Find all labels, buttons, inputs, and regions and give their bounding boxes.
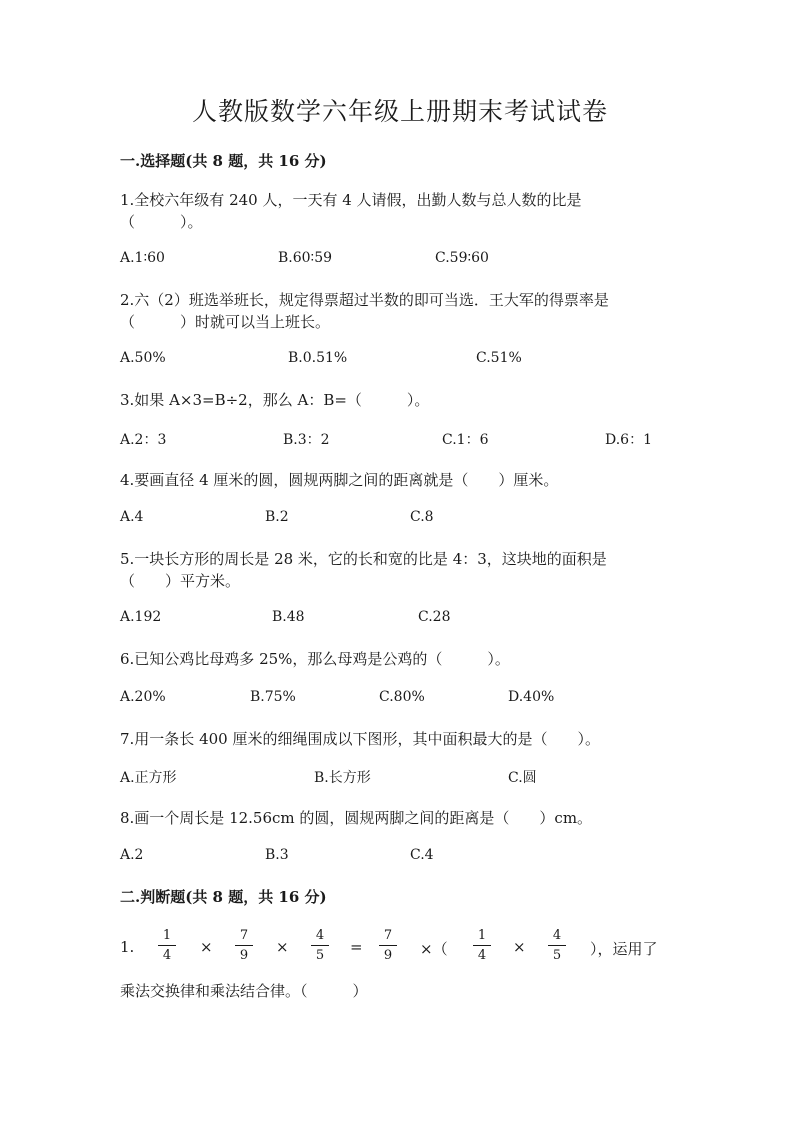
fraction-denominator: 4 [162, 948, 172, 963]
question-5-line-2: （ ）平方米。 [120, 572, 241, 590]
question-1-line-2: （ ）。 [120, 213, 203, 231]
question-1-line-1: 1.全校六年级有 240 人，一天有 4 人请假，出勤人数与总人数的比是 [120, 191, 582, 209]
question-3-option-a[interactable]: A.2：3 [120, 432, 167, 448]
section-heading-judge: 二.判断题(共 8 题，共 16 分) [120, 888, 327, 906]
question-8-line-1: 8.画一个周长是 12.56cm 的圆，圆规两脚之间的距离是（ ）cm。 [120, 809, 593, 827]
equals-sign: = [350, 938, 363, 956]
question-1-option-c[interactable]: C.59∶60 [435, 250, 489, 266]
question-6-option-c[interactable]: C.80% [379, 689, 425, 705]
question-3-line-1: 3.如果 A×3=B÷2，那么 A：B=（ ）。 [120, 391, 430, 409]
multiply-open-paren: ×（ [420, 940, 448, 958]
question-7-line-1: 7.用一条长 400 厘米的细绳围成以下图形，其中面积最大的是（ ）。 [120, 730, 600, 748]
fraction-numerator: 4 [315, 928, 325, 943]
fraction-4-5-second [547, 928, 567, 963]
question-2-option-a[interactable]: A.50% [120, 350, 166, 366]
question-3-option-d[interactable]: D.6：1 [605, 432, 652, 448]
question-1-option-b[interactable]: B.60∶59 [278, 250, 333, 266]
page-title: 人教版数学六年级上册期末考试试卷 [191, 97, 608, 126]
fraction-denominator: 9 [383, 948, 393, 963]
fraction-1-4-first [157, 928, 177, 963]
question-5-option-c[interactable]: C.28 [418, 609, 451, 625]
fraction-denominator: 4 [477, 948, 487, 963]
question-2-line-1: 2.六（2）班选举班长，规定得票超过半数的即可当选．王大军的得票率是 [120, 291, 609, 309]
question-7-option-c[interactable]: C.圆 [508, 770, 537, 786]
question-7-option-a[interactable]: A.正方形 [120, 770, 177, 786]
multiply-sign: × [513, 938, 526, 956]
question-3-option-c[interactable]: C.1：6 [442, 432, 489, 448]
question-7-option-b[interactable]: B.长方形 [314, 770, 371, 786]
judge-1-line-2: 乘法交换律和乘法结合律。（ ） [120, 982, 368, 1000]
question-6-option-d[interactable]: D.40% [508, 689, 555, 705]
question-4-option-a[interactable]: A.4 [120, 509, 144, 525]
question-4-option-b[interactable]: B.2 [265, 509, 289, 525]
fraction-numerator: 4 [552, 928, 562, 943]
question-5-option-b[interactable]: B.48 [272, 609, 305, 625]
question-2-option-c[interactable]: C.51% [476, 350, 522, 366]
question-8-option-a[interactable]: A.2 [120, 847, 144, 863]
fraction-denominator: 9 [239, 948, 249, 963]
fraction-numerator: 7 [239, 928, 249, 943]
fraction-4-5-first [310, 928, 330, 963]
fraction-7-9-second [378, 928, 398, 963]
close-paren-text: ），运用了 [590, 940, 658, 958]
question-6-option-a[interactable]: A.20% [120, 689, 166, 705]
question-2-option-b[interactable]: B.0.51% [288, 350, 348, 366]
fraction-denominator: 5 [552, 948, 562, 963]
question-4-line-1: 4.要画直径 4 厘米的圆，圆规两脚之间的距离就是（ ）厘米。 [120, 471, 559, 489]
question-6-line-1: 6.已知公鸡比母鸡多 25%，那么母鸡是公鸡的（ ）。 [120, 650, 510, 668]
fraction-denominator: 5 [315, 948, 325, 963]
section-heading-choice: 一.选择题(共 8 题，共 16 分) [120, 152, 327, 170]
judge-1-number: 1. [120, 938, 135, 956]
fraction-7-9-first [234, 928, 254, 963]
fraction-1-4-second [472, 928, 492, 963]
question-8-option-b[interactable]: B.3 [265, 847, 289, 863]
fraction-numerator: 1 [477, 928, 487, 943]
question-6-option-b[interactable]: B.75% [250, 689, 296, 705]
question-5-option-a[interactable]: A.192 [120, 609, 162, 625]
question-2-line-2: （ ）时就可以当上班长。 [120, 313, 331, 331]
multiply-sign: × [200, 938, 213, 956]
question-5-line-1: 5.一块长方形的周长是 28 米，它的长和宽的比是 4：3，这块地的面积是 [120, 550, 607, 568]
multiply-sign: × [276, 938, 289, 956]
fraction-numerator: 7 [383, 928, 393, 943]
question-1-option-a[interactable]: A.1∶60 [120, 250, 165, 266]
question-3-option-b[interactable]: B.3：2 [283, 432, 330, 448]
fraction-numerator: 1 [162, 928, 172, 943]
question-4-option-c[interactable]: C.8 [410, 509, 434, 525]
question-8-option-c[interactable]: C.4 [410, 847, 434, 863]
